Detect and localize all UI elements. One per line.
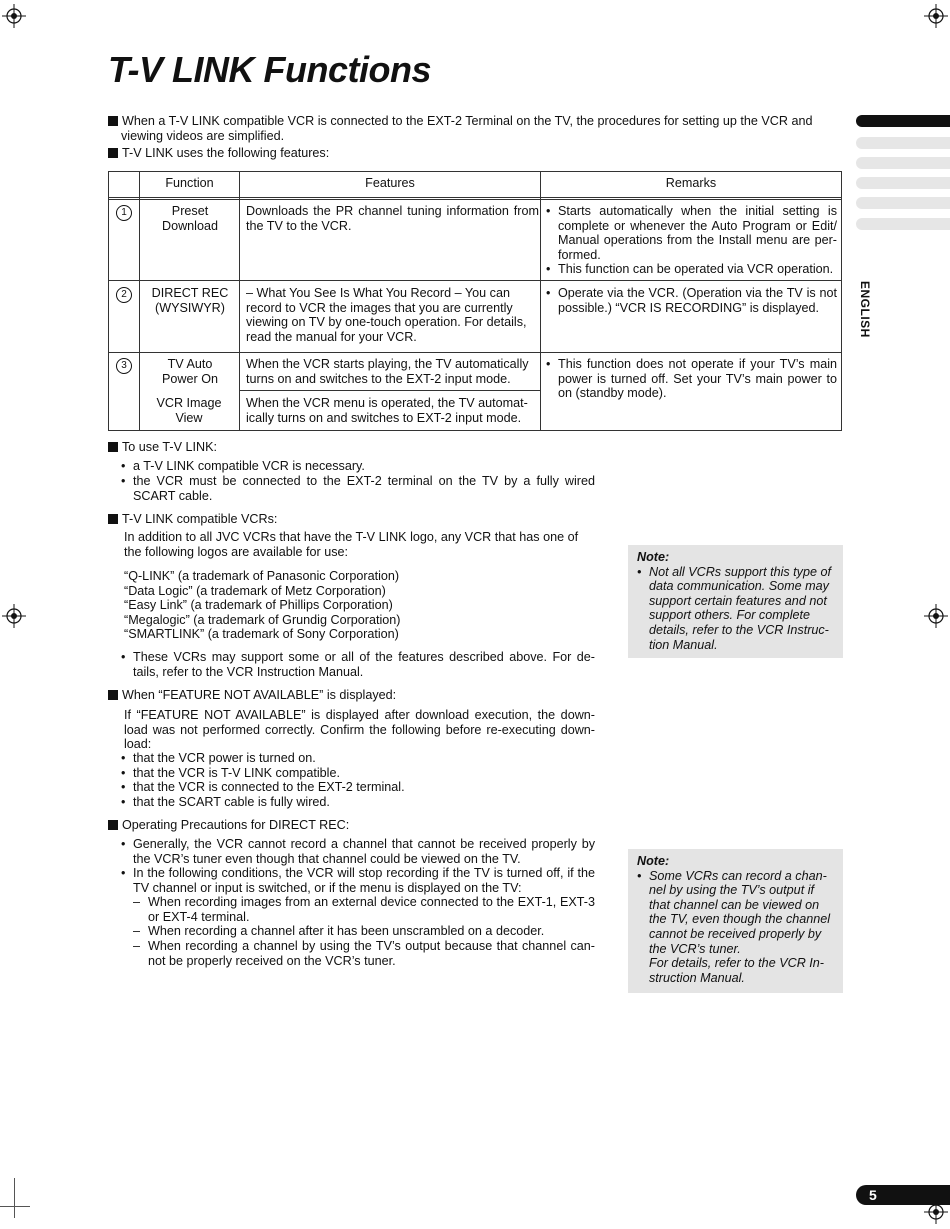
- square-bullet-icon: [108, 514, 118, 524]
- crop-mark: [0, 1206, 30, 1207]
- note-title: Note:: [637, 550, 670, 564]
- section-heading: When “FEATURE NOT AVAILABLE” is displayed:: [108, 688, 396, 703]
- list-item: • These VCRs may support some or all of the features described above. For de-tails, refer to the VCR Instruction Manual.: [121, 650, 595, 679]
- table-header-remarks: Remarks: [665, 176, 717, 190]
- table-cell-features: When the VCR menu is operated, the TV automat-ically turns on and switches to EXT-2 input mode.: [246, 396, 528, 425]
- list-item: “Megalogic” (a trademark of Grundig Corporation): [124, 612, 401, 627]
- table-cell-function: DIRECT REC (WYSIWYR): [151, 286, 229, 315]
- table-cell-remark: • Starts automatically when the initial setting is complete or whenever the Auto Program or Edit/ Manual operations from the Install menu are per-formed.: [546, 204, 837, 262]
- note-text: • Not all VCRs support this type of data communication. Some may support certain features and not support others. For complete details, refer to the VCR Instruc-tion Manual.: [637, 564, 831, 652]
- note-title: Note:: [637, 854, 670, 868]
- registration-mark-icon: [2, 4, 26, 28]
- list-item: “Easy Link” (a trademark of Phillips Corporation): [124, 598, 393, 613]
- list-item: • that the VCR is connected to the EXT-2 terminal.: [121, 780, 405, 794]
- square-bullet-icon: [108, 690, 118, 700]
- page-title: T-V LINK Functions: [108, 49, 431, 90]
- table-cell-function: VCR Image View: [156, 396, 222, 425]
- row-number-badge: 3: [116, 358, 132, 374]
- section-tab-active: [856, 115, 950, 127]
- crop-mark: [14, 1178, 15, 1218]
- list-item: “Data Logic” (a trademark of Metz Corporation): [124, 583, 386, 598]
- note-box: [628, 545, 843, 658]
- registration-mark-icon: [924, 4, 948, 28]
- table-cell-features: Downloads the PR channel tuning information from the TV to the VCR.: [246, 204, 539, 233]
- table-cell-function: Preset Download: [161, 204, 218, 233]
- table-header-features: Features: [365, 176, 415, 190]
- list-item: “SMARTLINK” (a trademark of Sony Corporation): [124, 627, 399, 642]
- row-number-badge: 1: [116, 205, 132, 221]
- table-cell-features: When the VCR starts playing, the TV automatically turns on and switches to the EXT-2 input mode.: [246, 357, 529, 386]
- note-text: • Some VCRs can record a chan-nel by using the TV’s output if that channel can be viewed on the TV, even though the channel cannot be received properly by the VCR’s tuner. For details, refer to the VCR In-struction Manual.: [637, 868, 831, 985]
- section-tab: [856, 157, 950, 169]
- table-cell-remark: • This function can be operated via VCR operation.: [546, 262, 834, 276]
- intro-paragraph: T-V LINK uses the following features:: [108, 146, 844, 161]
- language-tab: [855, 281, 875, 341]
- intro-paragraph: When a T-V LINK compatible VCR is connected to the EXT-2 Terminal on the TV, the procedures for setting up the VCR and viewing videos are simplified.: [108, 114, 857, 143]
- language-label: ENGLISH: [858, 281, 872, 338]
- list-item: • In the following conditions, the VCR will stop recording if the TV is turned off, if the TV channel or input is switched, or if the menu is displayed on the TV:: [121, 866, 595, 895]
- section-tab: [856, 137, 950, 149]
- section-heading: T-V LINK compatible VCRs:: [108, 512, 277, 527]
- section-body: If “FEATURE NOT AVAILABLE” is displayed after download execution, the down-load was not performed correctly. Confirm the following before re-executing down-load:: [124, 708, 595, 752]
- registration-mark-icon: [2, 604, 26, 628]
- row-number-badge: 2: [116, 287, 132, 303]
- table-cell-function: TV Auto Power On: [162, 357, 218, 386]
- table-cell-remark: • This function does not operate if your TV’s main power is turned off. Set your TV’s main power to on (standby mode).: [546, 357, 837, 401]
- section-tab: [856, 177, 950, 189]
- page-number-badge: [856, 1185, 950, 1205]
- section-heading: Operating Precautions for DIRECT REC:: [108, 818, 349, 833]
- features-table: [108, 171, 842, 431]
- sub-list-item: – When recording images from an external device connected to the EXT-1, EXT-3 or EXT-4 terminal.: [133, 895, 595, 924]
- list-item: • the VCR must be connected to the EXT-2 terminal on the TV by a fully wired SCART cable.: [121, 474, 595, 503]
- list-item: • that the VCR power is turned on.: [121, 751, 316, 765]
- square-bullet-icon: [108, 820, 118, 830]
- list-item: • that the VCR is T-V LINK compatible.: [121, 766, 340, 780]
- list-item: • Generally, the VCR cannot record a channel that cannot be received properly by the VCR’s tuner even though that channel could be viewed on the TV.: [121, 837, 595, 866]
- list-item: “Q-LINK” (a trademark of Panasonic Corporation): [124, 569, 400, 583]
- table-cell-remark: • Operate via the VCR. (Operation via the TV is not possible.) “VCR IS RECORDING” is displayed.: [546, 286, 837, 315]
- square-bullet-icon: [108, 116, 118, 126]
- section-tab: [856, 197, 950, 209]
- table-cell-features: – What You See Is What You Record – You can record to VCR the images that you are currently viewing on TV by one-touch operation. For details, read the manual for your VCR.: [246, 286, 527, 344]
- list-item: • that the SCART cable is fully wired.: [121, 795, 330, 809]
- logo-list: [124, 569, 400, 642]
- square-bullet-icon: [108, 148, 118, 158]
- registration-mark-icon: [924, 604, 948, 628]
- section-tab: [856, 218, 950, 230]
- sub-list-item: – When recording a channel by using the TV’s output because that channel can-not be properly received on the VCR’s tuner.: [133, 939, 595, 968]
- note-box: [628, 849, 843, 993]
- page-number: 5: [869, 1187, 877, 1203]
- table-header-function: Function: [165, 176, 214, 190]
- list-item: • a T-V LINK compatible VCR is necessary.: [121, 459, 365, 473]
- section-body: In addition to all JVC VCRs that have the T-V LINK logo, any VCR that has one of the following logos are available for use:: [124, 530, 579, 559]
- sub-list-item: – When recording a channel after it has been unscrambled on a decoder.: [133, 924, 545, 938]
- square-bullet-icon: [108, 442, 118, 452]
- section-heading: To use T-V LINK:: [108, 440, 217, 455]
